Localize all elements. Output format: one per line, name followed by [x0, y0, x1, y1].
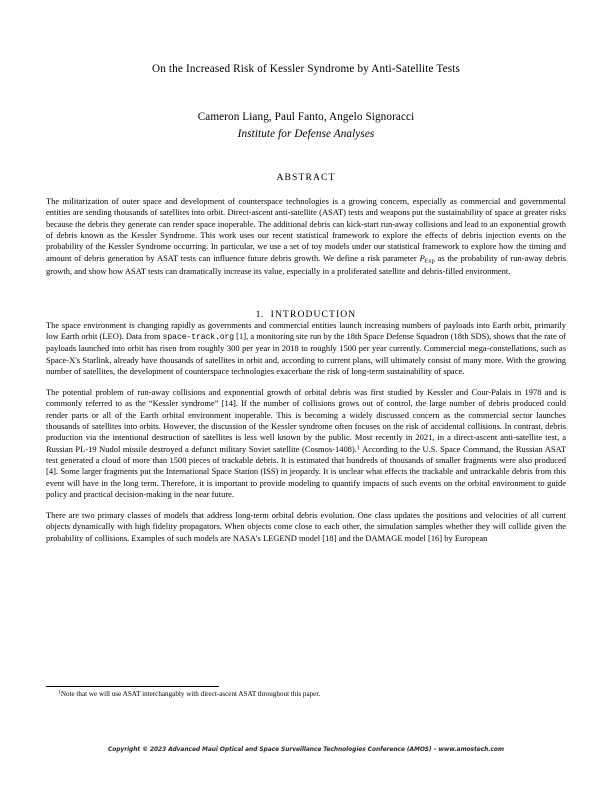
section-number: 1.	[255, 308, 264, 320]
intro-p1-text-part-2: [1], a monitoring site run by the 18th Space Defense Squadron (18th SDS), shows that the rate of payloads launched into orbit has risen from roughly 300 per year in 2018 to roughly 1500 per year currently. Commercial mega-constellations, such as Space-X's Starlink, already have thousands of satellites in orbit and, according to current plans, will ultimately consist of many more. With the growing number of satellites, the development of counterspace technologies exacerbate the risk of long-term sustainability of space.	[46, 331, 566, 377]
page-title: On the Increased Risk of Kessler Syndrome by Anti-Satellite Tests	[152, 63, 460, 75]
intro-p1-text-part-1: The space environment is changing rapidly as governments and commercial entities launch increasing numbers of payloads into Earth orbit, primarily low Earth orbit (LEO). Data from	[46, 319, 566, 342]
affiliation: Institute for Defense Analyses	[237, 128, 375, 140]
footnote-reference-marker[interactable]: 1	[356, 444, 361, 452]
section-heading-introduction	[46, 309, 566, 320]
intro-p2-text-part-2: According to the U.S. Space Command, the Russian ASAT test generated a cloud of more than 1500 pieces of trackable debris. It is estimated that hundreds of thousands of smaller fragments were also produced [4]. Some larger fragments put the International Space Station (ISS) in jeopardy. It is unclear what effects the trackable and untrackable debris from this event will have in the long term. Therefore, it is important to provide modeling to quantify impacts of such events on the orbital environment to guide policy and practical decision-making in the near future.	[46, 443, 566, 500]
footnote-number: 1	[58, 689, 61, 696]
intro-paragraph-2	[46, 387, 566, 500]
footnote-area	[46, 686, 566, 699]
intro-paragraph-1	[46, 320, 566, 378]
risk-parameter-subscript: Exp	[424, 257, 435, 265]
copyright-notice: Copyright © 2023 Advanced Maui Optical and Space Surveillance Technologies Conference (AMOS) – www.amostech.com	[107, 747, 505, 753]
abstract-heading	[46, 172, 566, 183]
abstract-block	[46, 196, 566, 278]
risk-parameter-symbol: P	[419, 252, 425, 263]
intro-p2-text-part-1: The potential problem of run-away collisions and exponential growth of orbital debris was first studied by Kessler and Cour-Palais in 1978 and is commonly referred to as the “Kessler syndrome” [14]. If the number of collisions grows out of control, the large number of debris produced could render parts or all of the Earth orbital environment inoperable. This is becoming a widely discussed concern as the commercial sector launches thousands of satellites into orbits. However, the discussion of the Kessler syndrome often focuses on the risk of accidental collisions. In contrast, debris production via the intentional destruction of satellites is less well known by the public. Most recently in 2021, in a direct-ascent anti-satellite test, a Russian PL-19 Nudol missile destroyed a defunct military Soviet satellite (Cosmos-1408).	[46, 386, 566, 454]
space-track-link[interactable]: space-track.org	[162, 333, 235, 343]
footnote-entry	[46, 690, 566, 699]
section-title: INTRODUCTION	[270, 308, 357, 320]
footnote-separator-rule	[46, 686, 219, 687]
author-list: Cameron Liang, Paul Fanto, Angelo Signoracci	[197, 111, 415, 123]
abstract-paragraph	[46, 196, 566, 278]
abstract-text-part-1: The militarization of outer space and development of counterspace technologies is a growing concern, especially as commercial and governmental entities are sending thousands of satellites into orbit. Direct-ascent anti-satellite (ASAT) tests and weapons put the sustainability of space at greater risks because the debris they generate can render space inoperable. The additional debris can kick-start run-away collisions and lead to an exponential growth of debris known as the Kessler Syndrome. This work uses our recent statistical framework to explore the effects of debris injection events on the probability of the Kessler Syndrome occurring. In particular, we use a set of toy models under our statistical framework to explore how the timing and amount of debris generation by ASAT tests can influence future debris growth. We define a risk parameter	[46, 196, 566, 263]
paper-content	[46, 0, 566, 544]
footnote-body-text: Note that we will use ASAT interchangably with direct-ascent ASAT throughout this paper.	[60, 690, 321, 699]
intro-paragraph-3: There are two primary classes of models that address long-term orbital debris evolution. One class updates the positions and velocities of all current objects dynamically with high fidelity propagators. When objects come close to each other, the simulation samples whether they will collide given the probability of collisions. Examples of such models are NASA's LEGEND model [18] and the DAMAGE model [16] by European	[46, 509, 566, 543]
abstract-text-part-2: as the probability of run-away debris growth, and show how ASAT tests can dramatically increase its value, especially in a proliferated satellite and debris-filled environment.	[46, 252, 566, 277]
abstract-heading-label: ABSTRACT	[276, 172, 336, 183]
page-footer	[0, 747, 612, 753]
